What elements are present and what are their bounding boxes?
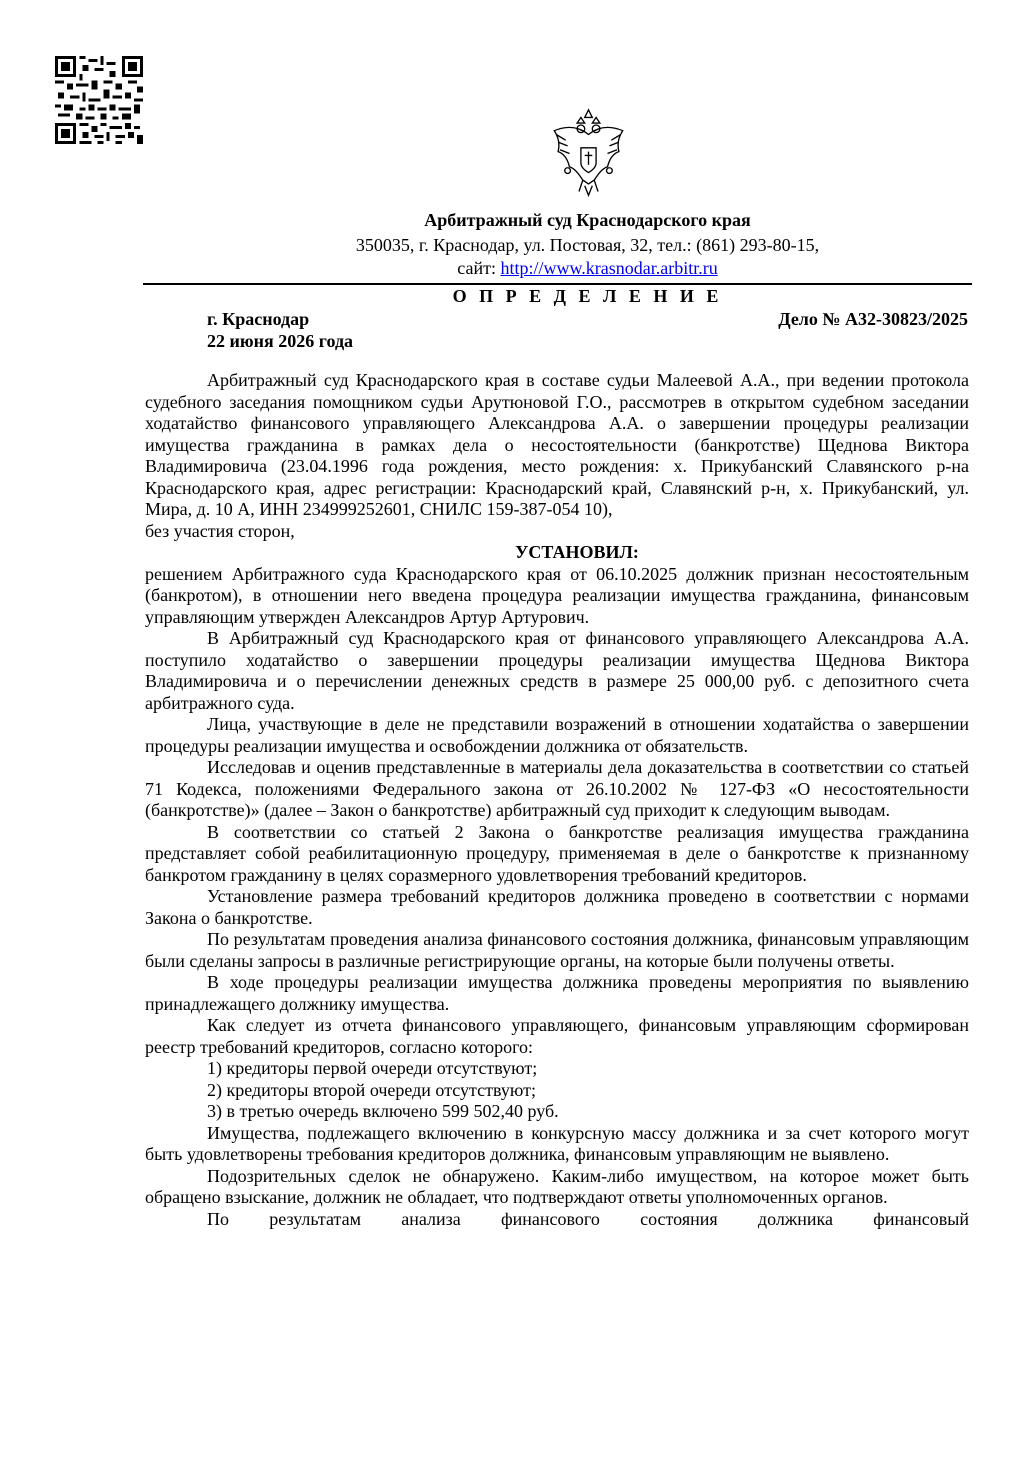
paragraph: По результатам проведения анализа финансового состояния должника, финансовым управляющим были сделаны запросы в различные регистрирующие органы, на которые были получены ответы.: [145, 929, 969, 971]
paragraph: По результатам анализа финансового состояния должника финансовый: [207, 1208, 969, 1229]
court-site-link[interactable]: http://www.krasnodar.arbitr.ru: [500, 258, 718, 278]
document-city: г. Краснодар: [207, 309, 310, 329]
case-number: Дело № А32-30823/2025: [778, 309, 968, 329]
paragraph: В ходе процедуры реализации имущества должника проведены мероприятия по выявлению принадлежащего должнику имущества.: [145, 972, 969, 1014]
paragraph: В Арбитражный суд Краснодарского края от финансового управляющего Александрова А.А. поступило ходатайство о завершении процедуры реализации имущества Щеднова Виктора Владимировича и о перечислении денежных средств в размере 25 000,00 руб. с депозитного счета арбитражного суда.: [145, 628, 969, 713]
paragraph: без участия сторон,: [145, 520, 295, 541]
document-date: 22 июня 2026 года: [207, 331, 354, 351]
list-item: 2) кредиторы второй очереди отсутствуют;: [207, 1079, 536, 1100]
paragraph: Имущества, подлежащего включению в конкурсную массу должника и за счет которого могут быть удовлетворены требования кредиторов должника, финансовым управляющим не выявлено.: [145, 1122, 969, 1164]
court-site-line: [145, 257, 1030, 279]
court-name: Арбитражный суд Краснодарского края: [424, 210, 751, 230]
section-heading: УСТАНОВИЛ:: [515, 542, 639, 562]
paragraph: Арбитражный суд Краснодарского края в составе судьи Малеевой А.А., при ведении протокола судебного заседания помощником судьи Арутюновой Г.О., рассмотрев в открытом судебном заседании ходатайство финансового управляющего Александрова А.А. о завершении процедуры реализации имущества гражданина в рамках дела о несостоятельности (банкротстве) Щеднова Виктора Владимировича (23.04.1996 года рождения, место рождения: х. Прикубанский Славянского р-на Краснодарского края, адрес регистрации: Краснодарский край, Славянский р-н, х. Прикубанский, ул. Мира, д. 10 А, ИНН 234999252601, СНИЛС 159-387-054 10),: [145, 370, 969, 519]
paragraph: В соответствии со статьей 2 Закона о банкротстве реализация имущества гражданина представляет собой реабилитационную процедуру, применяемая в деле о банкротстве к признанному банкротом гражданину в целях соразмерного удовлетворения требований кредиторов.: [145, 821, 969, 885]
document-type: О П Р Е Д Е Л Е Н И Е: [452, 286, 723, 306]
paragraph: Подозрительных сделок не обнаружено. Каким-либо имуществом, на которое может быть обращено взыскание, должник не обладает, что подтверждают ответы уполномоченных органов.: [145, 1165, 969, 1207]
document-body: [145, 370, 969, 1230]
paragraph: Как следует из отчета финансового управляющего, финансовым управляющим сформирован реестр требований кредиторов, согласно которого:: [145, 1015, 969, 1057]
qr-code-icon: [55, 56, 143, 144]
paragraph: Установление размера требований кредиторов должника проведено в соответствии с нормами Закона о банкротстве.: [145, 886, 969, 928]
coat-of-arms-emblem-icon: [541, 106, 636, 201]
paragraph: решением Арбитражного суда Краснодарского края от 06.10.2025 должник признан несостоятельным (банкротом), в отношении него введена процедура реализации имущества гражданина, финансовым управляющим утвержден Александров Артур Артурович.: [145, 563, 969, 627]
list-item: 1) кредиторы первой очереди отсутствуют;: [207, 1058, 538, 1078]
court-address: 350035, г. Краснодар, ул. Постовая, 32, тел.: (861) 293-80-15,: [355, 235, 820, 255]
paragraph: Исследовав и оценив представленные в материалы дела доказательства в соответствии со статьей 71 Кодекса, положениями Федерального закона от 26.10.2002 № 127-ФЗ «О несостоятельности (банкротстве)» (далее – Закон о банкротстве) арбитражный суд приходит к следующим выводам.: [145, 757, 969, 820]
site-label: сайт:: [457, 258, 501, 278]
list-item: 3) в третью очередь включено 599 502,40 руб.: [207, 1101, 559, 1121]
paragraph: Лица, участвующие в деле не представили возражений в отношении ходатайства о завершении процедуры реализации имущества и освобождении должника от обязательств.: [145, 714, 969, 756]
